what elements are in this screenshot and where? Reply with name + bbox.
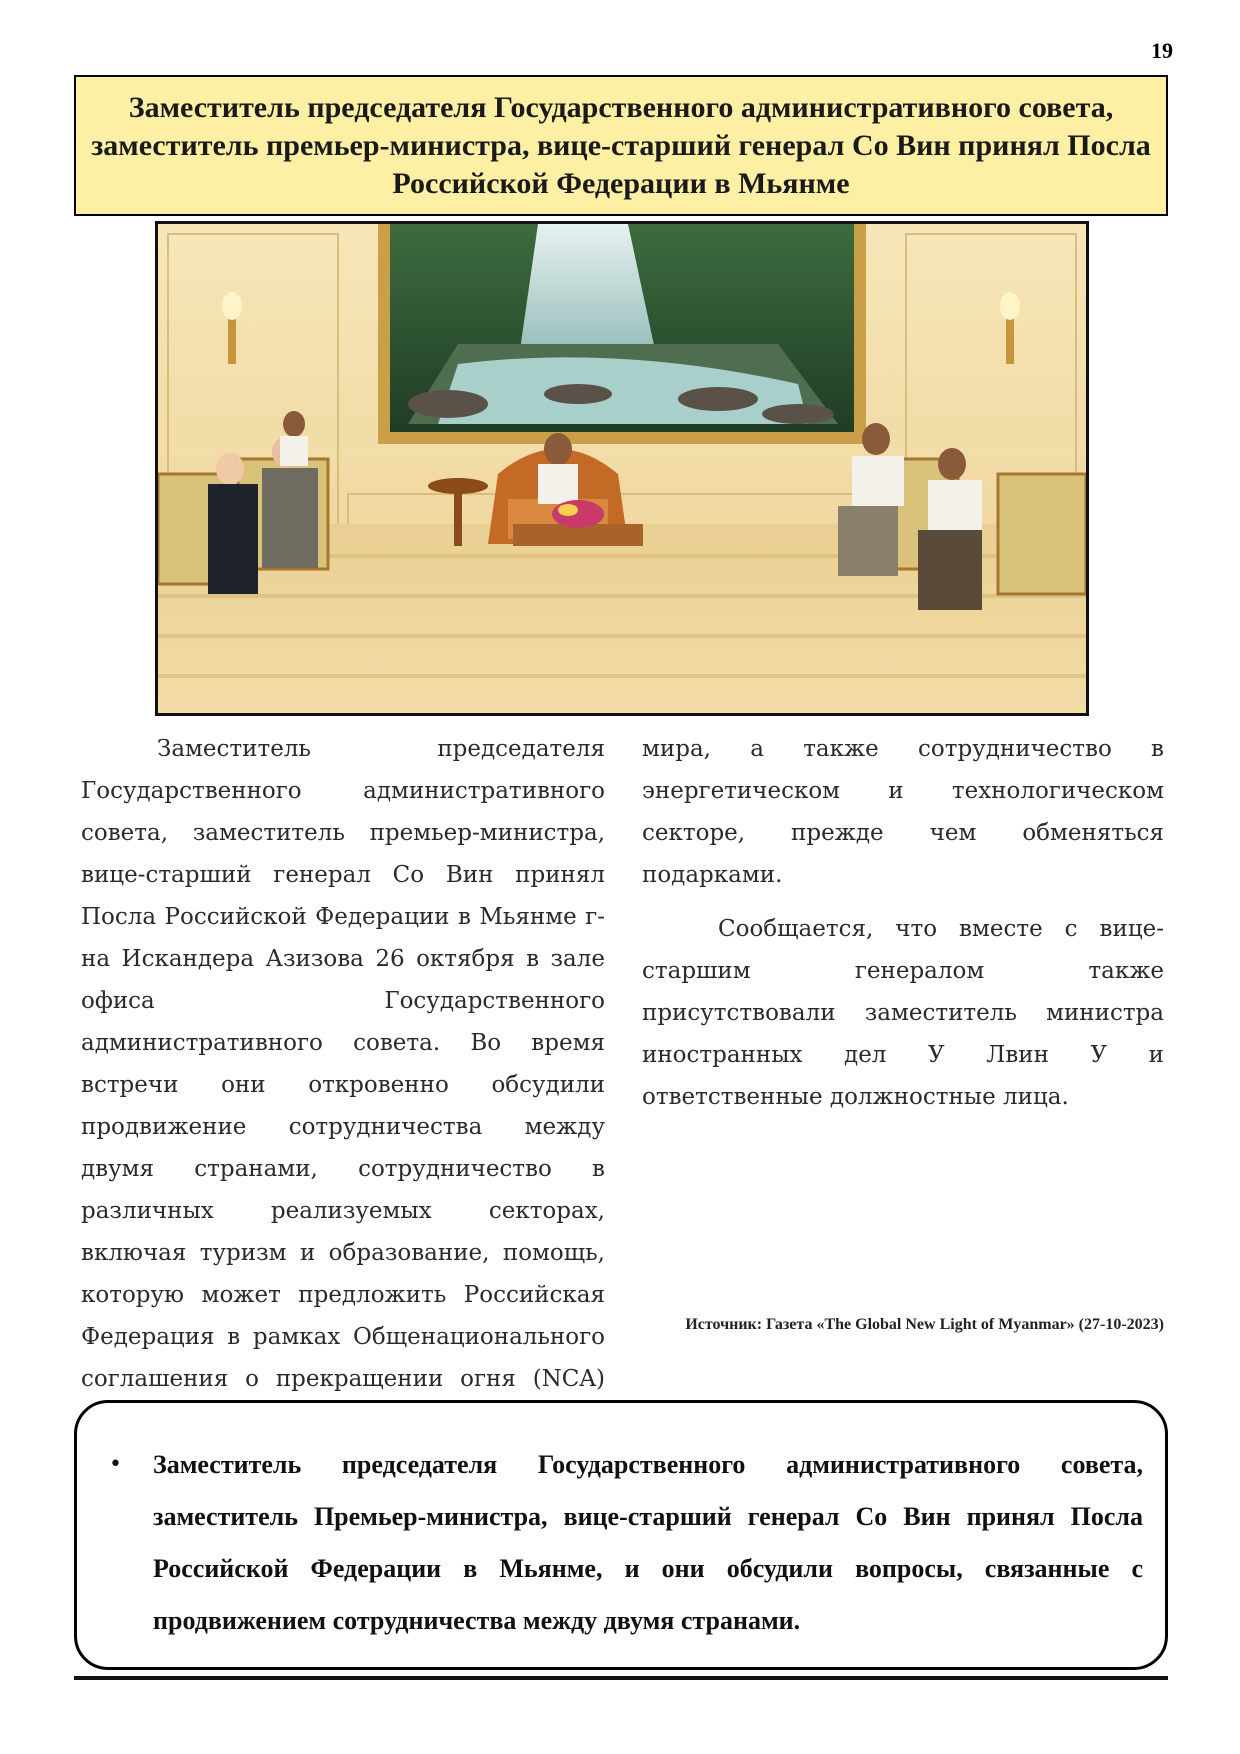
article-paragraph: Заместитель председателя Государственного административного совета, заместитель премьер-министра, вице-старший генерал Со Вин принял Посла Российской Федерации в Мьянме г-на Искандера Азизова 26 октября в зале офиса Государственного административного совета. Во время встречи они откровенно обсудили продвижение сотрудничества между двумя странами, сотрудничество в различных реализуемых секторах, включая туризм и образование, помощь, которую может предложить Российская Федерация в рамках Общенационального соглашения о прекращении огня (NCA) <box>81 736 605 1392</box>
article-column-left <box>81 728 605 1442</box>
page-number: 19 <box>1151 38 1173 63</box>
page-title: Заместитель председателя Государственного административного совета, заместитель премьер-министра, вице-старший генерал Со Вин принял Посла Российской Федерации в Мьянме <box>91 90 1151 200</box>
summary-item <box>97 1439 1143 1647</box>
source-citation: Источник: Газета «The Global New Light of Myanmar» (27-10-2023) <box>685 1316 1164 1333</box>
article-paragraph-continued: мира, а также сотрудничество в энергетическом и технологическом секторе, прежде чем обменяться подарками. <box>642 736 1164 888</box>
bullet-icon: • <box>109 1452 122 1477</box>
meeting-photo <box>155 221 1089 716</box>
article-paragraph: Сообщается, что вместе с вице-старшим генералом также присутствовали заместитель министра иностранных дел У Лвин У и ответственные должностные лица. <box>642 916 1164 1110</box>
article-column-right <box>642 728 1164 1118</box>
title-box <box>74 75 1168 216</box>
summary-text: Заместитель председателя Государственного административного совета, заместитель Премьер-министра, вице-старший генерал Со Вин принял Посла Российской Федерации в Мьянме, и они обсудили вопросы, связанные с продвижением сотрудничества между двумя странами. <box>153 1450 1143 1635</box>
bottom-divider <box>74 1676 1168 1680</box>
summary-box <box>74 1400 1168 1670</box>
